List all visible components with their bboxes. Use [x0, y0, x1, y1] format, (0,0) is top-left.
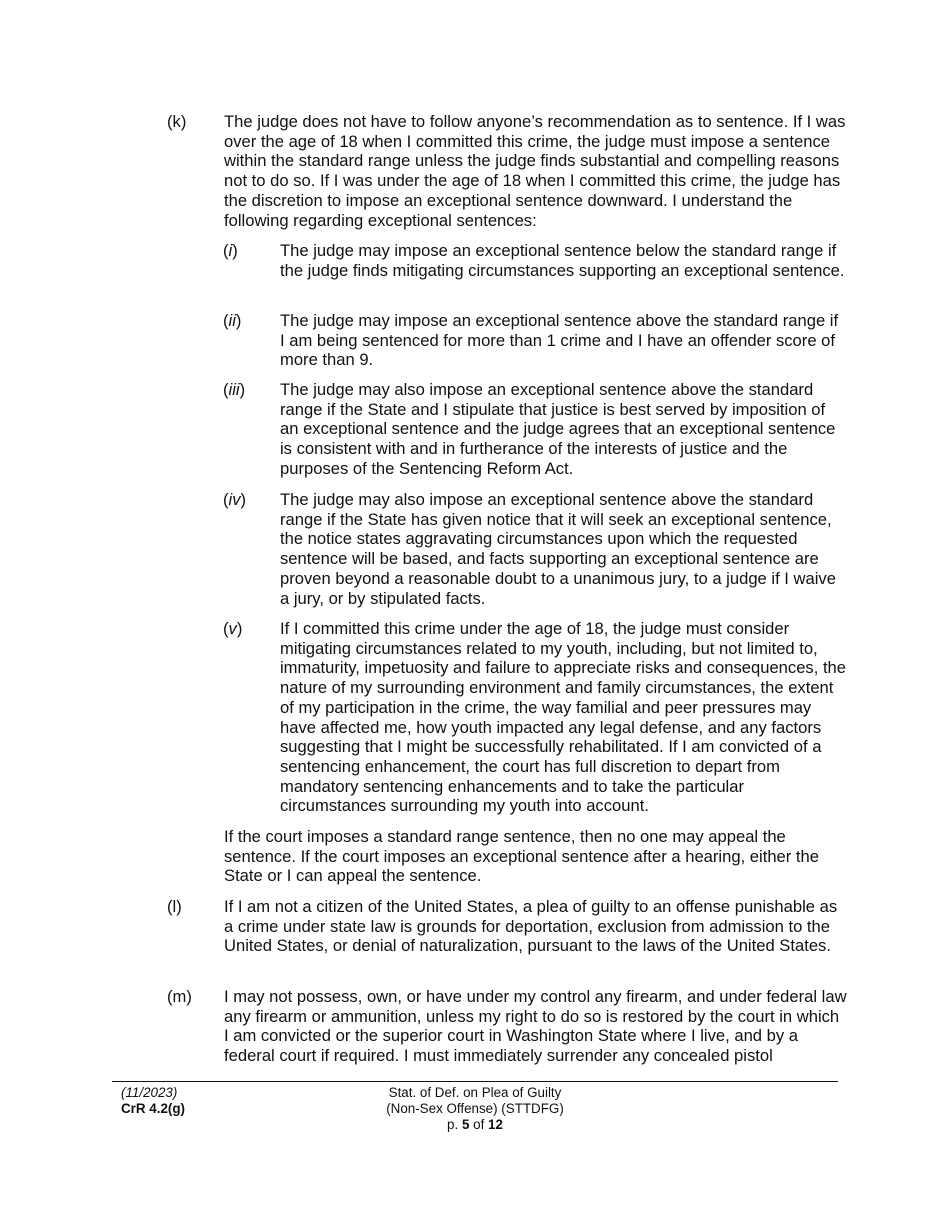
footer-title-block: [325, 1085, 625, 1133]
page-total: 12: [488, 1117, 503, 1132]
item-m-text: I may not possess, own, or have under my control any firearm, and under federal law any firearm or ammunition, unless my right to do so is restored by the court in which I am convicted or the superior court in Washington State where I live, and by a federal court if required. I must immediately surrender any concealed pistol: [224, 987, 847, 1066]
footer-divider: [112, 1081, 838, 1082]
subitem-ii-label: (ii): [223, 311, 242, 330]
subitem-iii: [223, 380, 847, 479]
footer-rule: CrR 4.2(g): [121, 1101, 185, 1116]
subitem-iii-text: The judge may also impose an exceptional sentence above the standard range if the State and I stipulate that justice is best served by imposition of an exceptional sentence and the judge agrees that an exceptional sentence is consistent with and in furtherance of the interests of justice and the purposes of the Sentencing Reform Act.: [280, 380, 836, 478]
subitem-i-text: The judge may impose an exceptional sentence below the standard range if the judge finds mitigating circumstances supporting an exceptional sentence.: [280, 241, 845, 280]
footer-form-info: [121, 1085, 185, 1117]
subitem-iii-label: (iii): [223, 380, 246, 399]
item-m-label: (m): [167, 987, 192, 1006]
subitem-ii: [223, 311, 847, 370]
footer-subtitle: (Non-Sex Offense) (STTDFG): [386, 1101, 564, 1116]
item-k-closing: If the court imposes a standard range sentence, then no one may appeal the sentence. If the court imposes an exceptional sentence after a hearing, either the State or I can appeal the sentence.: [224, 827, 819, 886]
subitem-v-label: (v): [223, 619, 243, 638]
item-k-text: The judge does not have to follow anyone’s recommendation as to sentence. If I was over the age of 18 when I committed this crime, the judge must impose a sentence within the standard range unless the judge finds substantial and compelling reasons not to do so. If I was under the age of 18 when I committed this crime, the judge has the discretion to impose an exceptional sentence downward. I understand the following regarding exceptional sentences:: [224, 112, 846, 230]
item-l-text: If I am not a citizen of the United States, a plea of guilty to an offense punishable as a crime under state law is grounds for deportation, exclusion from admission to the United States, or denial of naturalization, pursuant to the laws of the United States.: [224, 897, 838, 956]
footer-date: (11/2023): [121, 1085, 178, 1100]
page-number: p. 5 of 12: [447, 1117, 503, 1132]
footer-title: Stat. of Def. on Plea of Guilty: [388, 1085, 562, 1100]
item-k: [167, 112, 847, 230]
item-l: [167, 897, 847, 956]
subitem-iv-text: The judge may also impose an exceptional sentence above the standard range if the State has given notice that it will seek an exceptional sentence, the notice states aggravating circumstances upon which the requested sentence will be based, and facts supporting an exceptional sentence are proven beyond a reasonable doubt to a unanimous jury, to a judge if I waive a jury, or by stipulated facts.: [280, 490, 836, 608]
subitem-ii-text: The judge may impose an exceptional sentence above the standard range if I am being sentenced for more than 1 crime and I have an offender score of more than 9.: [280, 311, 839, 370]
subitem-iv-label: (iv): [223, 490, 247, 509]
page-current: 5: [461, 1117, 470, 1132]
item-l-label: (l): [167, 897, 182, 916]
subitem-v-text: If I committed this crime under the age of 18, the judge must consider mitigating circumstances related to my youth, including, but not limited to, immaturity, impetuosity and failure to appreciate risks and consequences, the nature of my surrounding environment and family circumstances, the extent of my participation in the crime, the way familial and peer pressures may have affected me, how youth impacted any legal defense, and any factors suggesting that I might be successfully rehabilitated. If I am convicted of a sentencing enhancement, the court has full discretion to depart from mandatory sentencing enhancements and to take the particular circumstances surrounding my youth into account.: [280, 619, 847, 816]
item-m: [167, 987, 847, 1066]
subitem-i: [223, 241, 847, 280]
subitem-v: [223, 619, 847, 816]
subitem-iv: [223, 490, 847, 608]
subitem-i-label: (i): [223, 241, 238, 260]
item-k-label: (k): [167, 112, 187, 131]
